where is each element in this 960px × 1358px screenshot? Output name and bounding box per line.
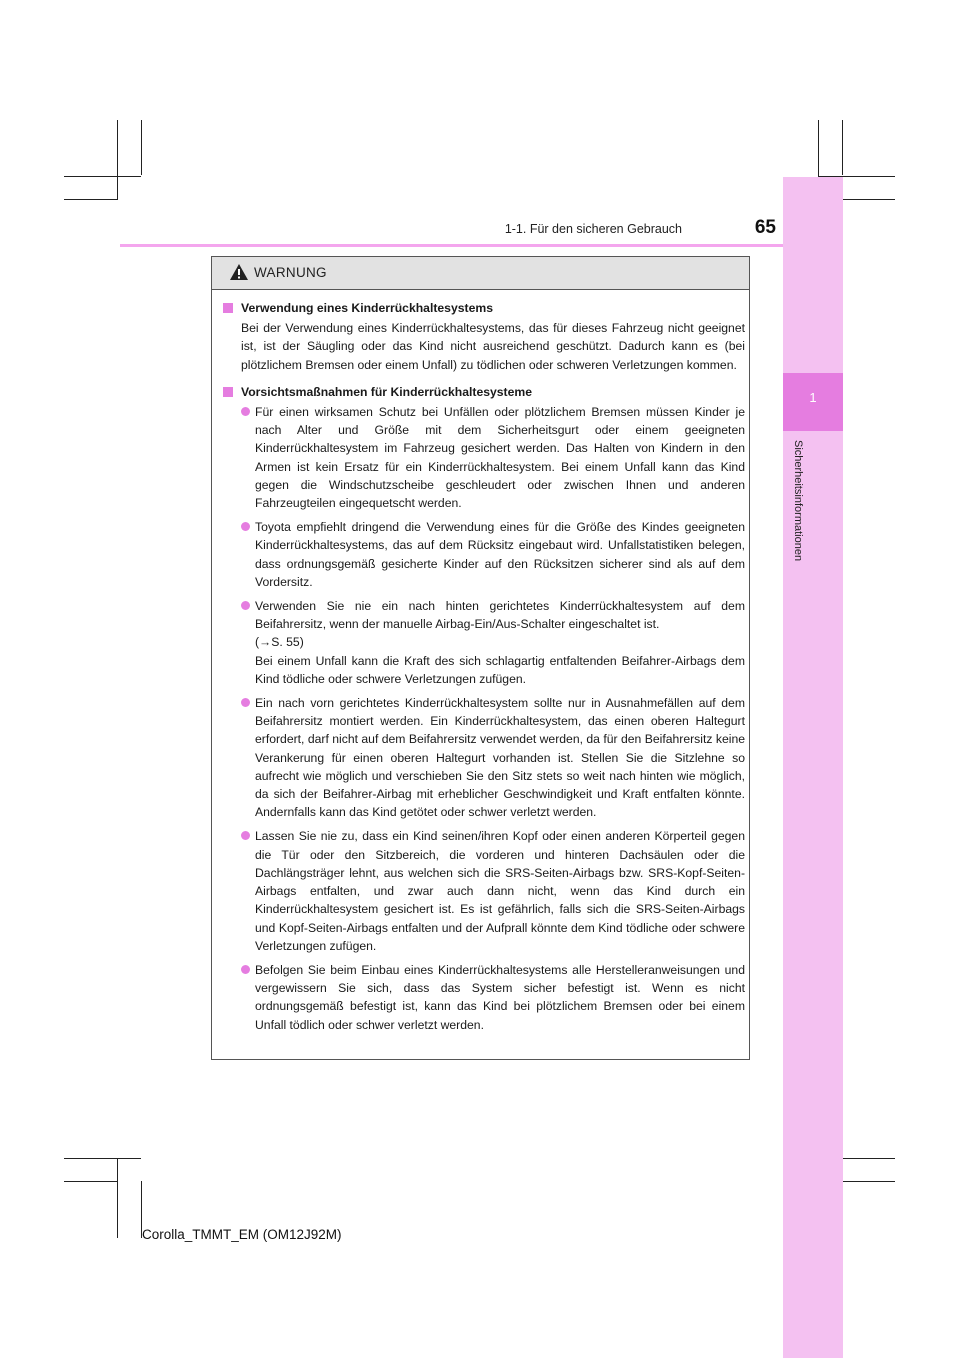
square-bullet-icon (223, 387, 233, 397)
crop-mark (64, 1158, 141, 1159)
round-bullet-icon (241, 522, 250, 531)
list-item: Verwenden Sie nie ein nach hinten gerichtetes Kinderrückhaltesystem auf dem Beifahrersitz, wenn der manuelle Airbag-Ein/Aus-Schalter eingeschaltet ist. (→S. 55) Bei einem Unfall kann die Kraft des sich schlagartig entfaltenden Beifahrer-Airbags dem Kind tödliche oder schwere Verletzungen zufügen. (241, 597, 745, 688)
warning-box (211, 256, 750, 1060)
page-number: 65 (754, 217, 776, 238)
crop-mark (64, 199, 117, 200)
list-item: Ein nach vorn gerichtetes Kinderrückhaltesystem sollte nur in Ausnahmefällen auf dem Beifahrersitz montiert werden. Ein Kinderrückhaltesystem, das einen oberen Haltegurt erfordert, darf nicht auf dem Beifahrersitz verwendet werden, da für den Beifahrersitz keine Verankerung für einen oberen Haltegurt vorhanden ist. Stellen Sie die Sitzlehne so aufrecht wie möglich und verschieben Sie den Sitz stets so weit nach hinten wie möglich, da sich der Beifahrer-Airbag mit erheblicher Geschwindigkeit und Kraft entfalten könnte. Andernfalls kann das Kind getötet oder schwer verletzt werden. (241, 694, 745, 821)
round-bullet-icon (241, 601, 250, 610)
crop-mark (842, 199, 895, 200)
warning-content (223, 299, 745, 1040)
warning-title: WARNUNG (254, 265, 327, 280)
page-reference: (→S. 55) (255, 635, 304, 650)
header-rule (120, 244, 783, 247)
round-bullet-icon (241, 407, 250, 416)
square-bullet-icon (223, 303, 233, 313)
crop-mark (64, 176, 141, 177)
chapter-number: 1 (809, 390, 817, 405)
round-bullet-icon (241, 831, 250, 840)
chapter-side-tab (783, 177, 843, 1358)
crop-mark (141, 120, 142, 175)
warning-header (212, 257, 749, 290)
round-bullet-icon (241, 965, 250, 974)
section-heading: Vorsichtsmaßnahmen für Kinderrückhaltesysteme (223, 383, 745, 401)
section-label: 1-1. Für den sicheren Gebrauch (504, 222, 682, 236)
list-item: Für einen wirksamen Schutz bei Unfällen oder plötzlichem Bremsen müssen Kinder je nach Alter und Größe mit dem Sicherheitsgurt oder einem geeigneten Kinderrückhaltesystem im Fahrzeug gesichert werden. Das Halten von Kindern in den Armen ist kein Ersatz für ein Kinderrückhaltesystem. Bei einem Unfall kann das Kind gegen die Windschutzscheibe geschleudert oder zwischen Ihnen und anderen Fahrzeugteilen eingequetscht werden. (241, 403, 745, 512)
crop-mark (842, 120, 843, 175)
section-heading: Verwendung eines Kinderrückhaltesystems (223, 299, 745, 317)
list-item: Befolgen Sie beim Einbau eines Kinderrückhaltesystems alle Herstelleranweisungen und vergewissern Sie sich, dass das System sicher befestigt ist. Wenn es nicht ordnungsgemäß befestigt ist, kann das Kind bei plötzlichem Bremsen oder bei einem Unfall tödlich oder schwer verletzt werden. (241, 961, 745, 1034)
list-item: Lassen Sie nie zu, dass ein Kind seinen/ihren Kopf oder einen anderen Körperteil gegen die Tür oder den Sitzbereich, die vorderen und hinteren Dachsäulen oder die Dachlängsträger lehnt, aus welchen sich die SRS-Seiten-Airbags bzw. SRS-Kopf-Seiten-Airbags entfalten, und zwar auch dann nicht, wenn das Kind durch ein Kinderrückhaltesystem gesichert ist. Es ist gefährlich, falls sich die SRS-Seiten-Airbags und Kopf-Seiten-Airbags entfalten und der Aufprall könnte dem Kind tödliche oder schwere Verletzungen zufügen. (241, 827, 745, 954)
crop-mark (117, 120, 118, 200)
bullet-list (241, 403, 745, 1034)
list-item: Toyota empfiehlt dringend die Verwendung eines für die Größe des Kindes geeigneten Kinderrückhaltesystems, das auf dem Rücksitz eingebaut wird. Unfallstatistiken belegen, dass ordnungsgemäß gesicherte Kinder auf den Rücksitzen sicherer sind als auf dem Vordersitz. (241, 518, 745, 591)
round-bullet-icon (241, 698, 250, 707)
footer-model: Corolla_TMMT_EM (OM12J92M) (142, 1227, 342, 1242)
crop-mark (842, 1158, 895, 1159)
section-text: Bei der Verwendung eines Kinderrückhaltesystems, das für dieses Fahrzeug nicht geeignet ist, ist der Säugling oder das Kind nicht ausreichend geschützt. Dadurch kann es (bei plötzlichem Bremsen oder einem Unfall) zu tödlichen oder schweren Verletzungen kommen. (241, 321, 745, 372)
crop-mark (64, 1181, 117, 1182)
crop-mark (117, 1158, 118, 1238)
warning-triangle-icon (229, 263, 249, 281)
chapter-title: Sicherheitsinformationen (792, 440, 804, 562)
